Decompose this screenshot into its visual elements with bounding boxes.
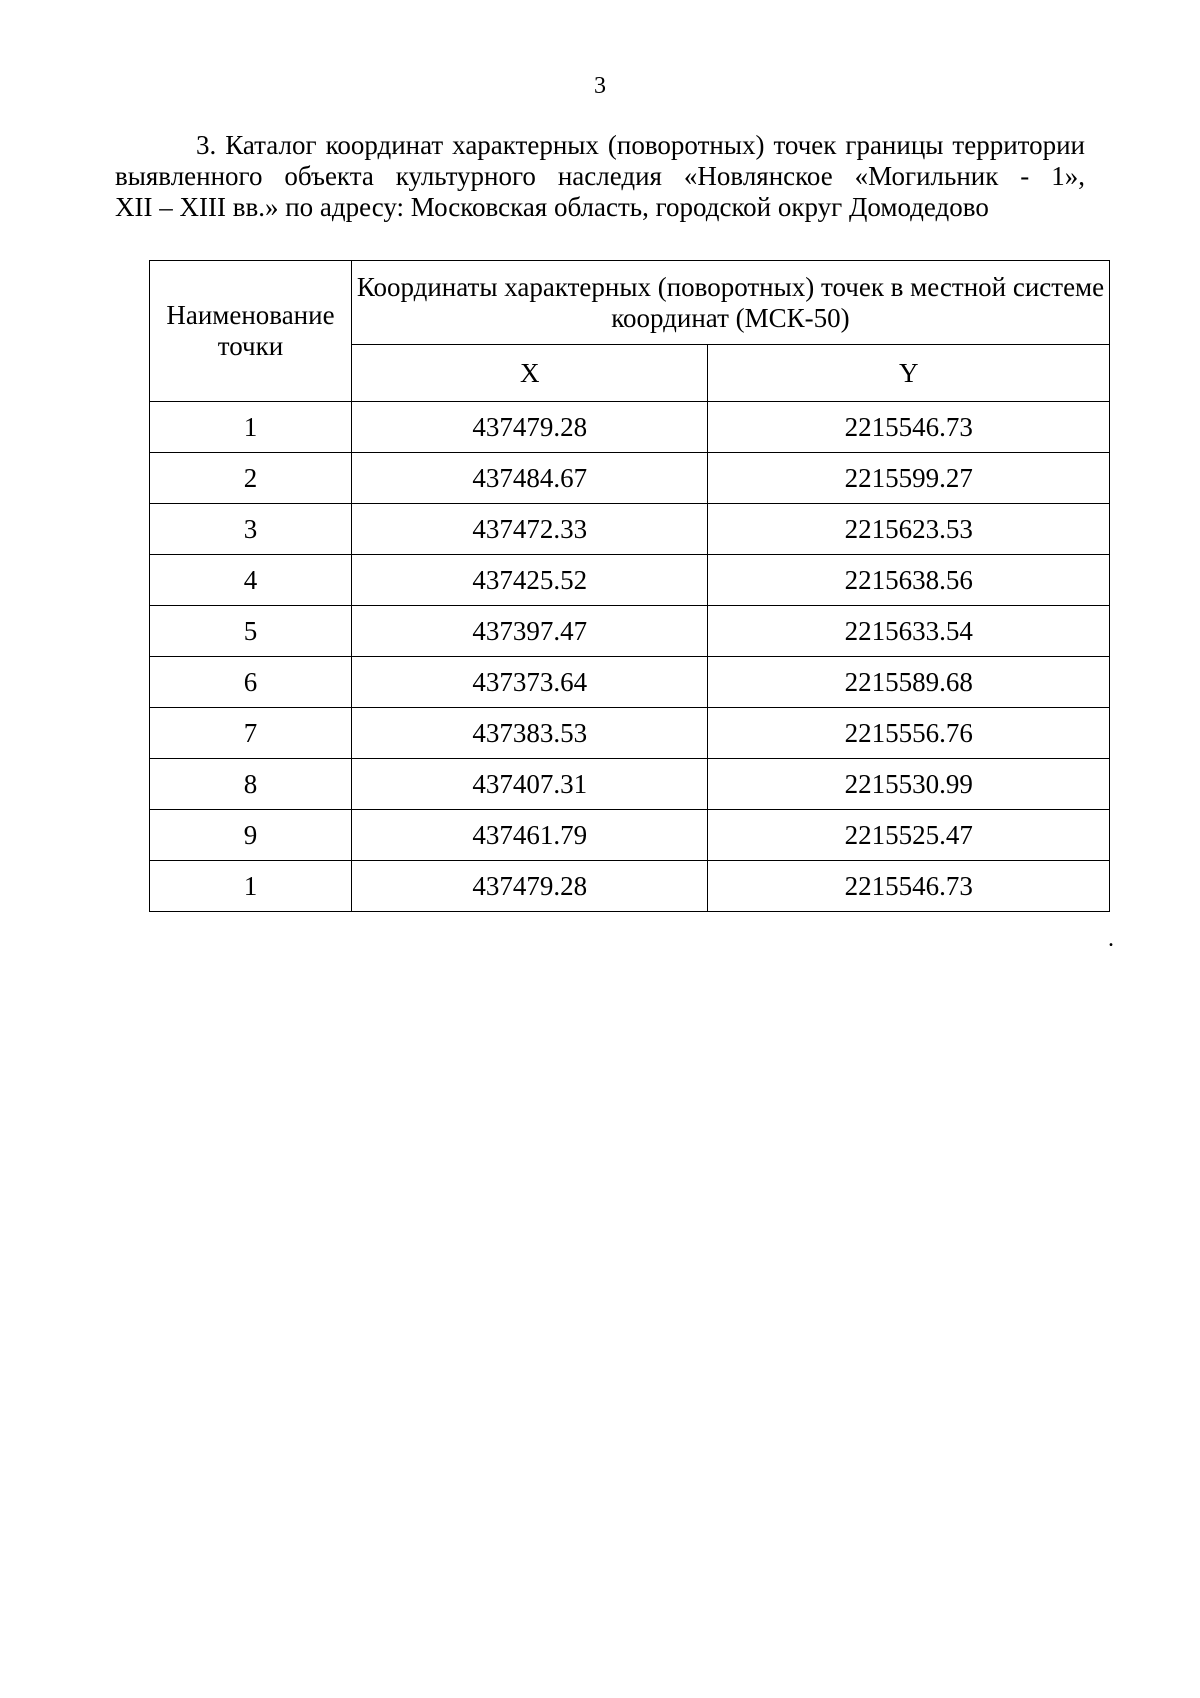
trailing-period: . [1108,926,1114,952]
table-header-row [150,261,1110,345]
point-cell: 2 [150,453,352,504]
x-column-header: X [351,345,708,402]
table-row [150,453,1110,504]
y-cell: 2215633.54 [708,606,1110,657]
table-row [150,657,1110,708]
y-column-header: Y [708,345,1110,402]
y-cell: 2215556.76 [708,708,1110,759]
point-cell: 6 [150,657,352,708]
y-cell: 2215530.99 [708,759,1110,810]
point-cell: 8 [150,759,352,810]
table-row [150,759,1110,810]
y-cell: 2215638.56 [708,555,1110,606]
table-row [150,402,1110,453]
heading-line-3: XII – XIII вв.» по адресу: Московская область, городской округ Домодедово [115,192,989,222]
point-cell: 5 [150,606,352,657]
x-cell: 437407.31 [351,759,708,810]
x-cell: 437479.28 [351,402,708,453]
table-body [150,402,1110,912]
coordinates-table [149,260,1110,912]
x-cell: 437425.52 [351,555,708,606]
table-row [150,555,1110,606]
x-cell: 437383.53 [351,708,708,759]
x-cell: 437397.47 [351,606,708,657]
y-cell: 2215546.73 [708,861,1110,912]
y-cell: 2215589.68 [708,657,1110,708]
heading-line-1: 3. Каталог координат характерных (поворотных) точек границы территории [196,130,1085,160]
table-row [150,504,1110,555]
y-cell: 2215546.73 [708,402,1110,453]
coordinates-group-header: Координаты характерных (поворотных) точек в местной системе координат (МСК-50) [351,261,1109,345]
document-heading [115,130,1085,223]
point-cell: 9 [150,810,352,861]
table-row [150,810,1110,861]
x-cell: 437373.64 [351,657,708,708]
x-cell: 437461.79 [351,810,708,861]
heading-line-2: выявленного объекта культурного наследия «Новлянское «Могильник - 1», [115,161,1085,191]
x-cell: 437484.67 [351,453,708,504]
page-number: 3 [594,73,606,99]
y-cell: 2215525.47 [708,810,1110,861]
point-cell: 1 [150,861,352,912]
x-cell: 437472.33 [351,504,708,555]
y-cell: 2215623.53 [708,504,1110,555]
point-cell: 3 [150,504,352,555]
table-row [150,708,1110,759]
point-cell: 1 [150,402,352,453]
x-cell: 437479.28 [351,861,708,912]
point-name-header: Наименование точки [150,261,352,402]
point-cell: 7 [150,708,352,759]
table-row [150,861,1110,912]
point-cell: 4 [150,555,352,606]
y-cell: 2215599.27 [708,453,1110,504]
table-row [150,606,1110,657]
